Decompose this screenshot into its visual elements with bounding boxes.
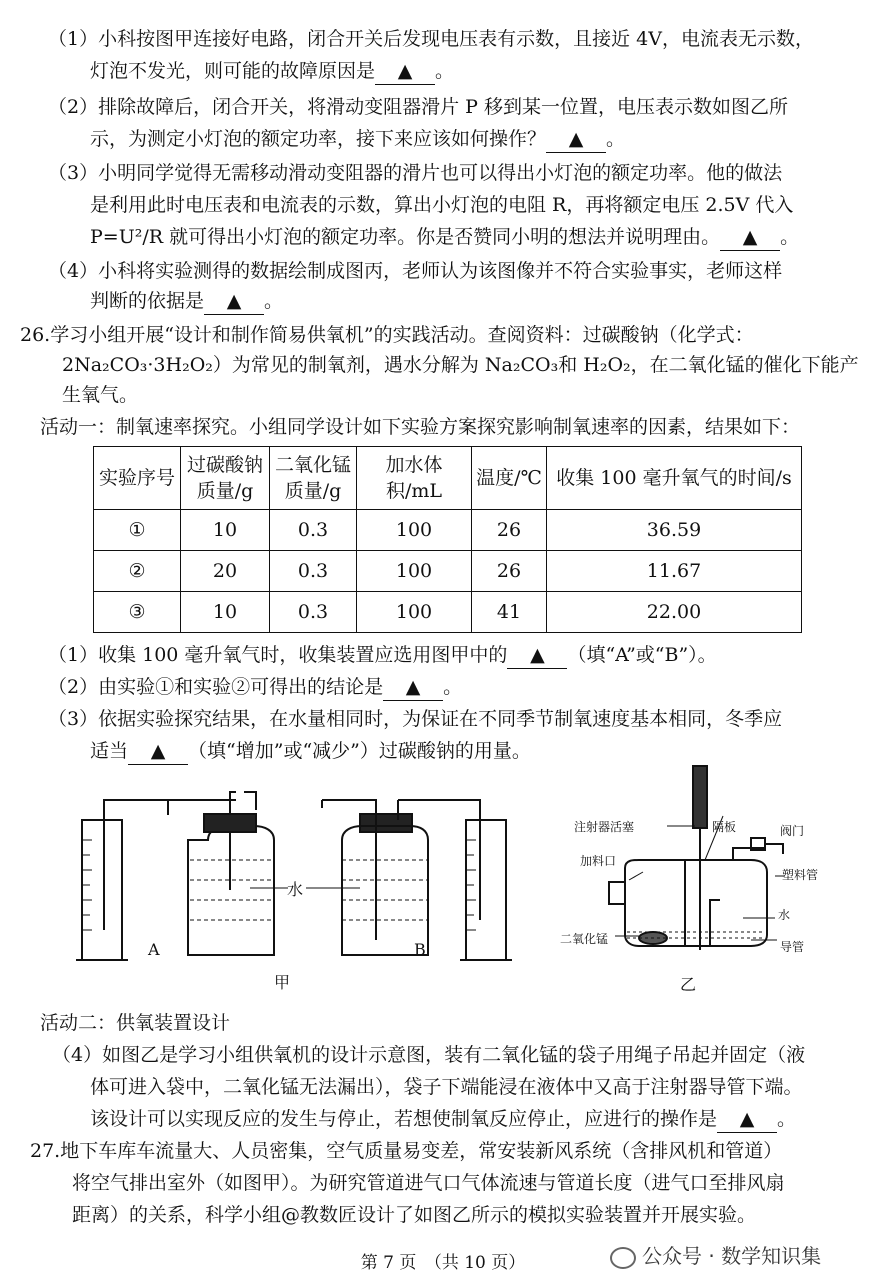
answer-blank[interactable]: ▲ <box>720 224 780 251</box>
header-cell: 收集 100 毫升氧气的时间/s <box>547 447 802 510</box>
table-row <box>94 551 802 592</box>
feed-port <box>609 882 625 904</box>
syringe <box>693 766 707 828</box>
table-cell: 11.67 <box>547 551 802 592</box>
table-row <box>94 592 802 633</box>
q26-intro-line3: 生氧气。 <box>62 384 139 406</box>
label-mno2: 二氧化锰 <box>560 932 609 946</box>
table-cell: 10 <box>181 592 270 633</box>
table-cell: 26 <box>472 551 547 592</box>
stopper-a <box>204 814 256 832</box>
label-water2: 水 <box>778 908 791 922</box>
answer-blank[interactable]: ▲ <box>507 642 567 669</box>
q26-s3-line1: （3）依据实验探究结果，在水量相同时，为保证在不同季节制氧速度基本相同，冬季应 <box>48 708 783 730</box>
table-cell: 36.59 <box>547 510 802 551</box>
answer-blank[interactable]: ▲ <box>383 674 443 701</box>
q27-line3: 距离）的关系，科学小组@教数匠设计了如图乙所示的模拟实验装置并开展实验。 <box>72 1204 757 1226</box>
label-partition: 隔板 <box>712 820 737 834</box>
table-cell: 100 <box>357 592 472 633</box>
label-water: 水 <box>287 880 304 899</box>
q27-line2: 将空气排出室外（如图甲）。为研究管道进气口气体流速与管道长度（进气口至排风扇 <box>72 1172 785 1194</box>
q25-p3-line3: P=U²/R 就可得出小灯泡的额定功率。你是否赞同小明的想法并说明理由。 ▲ 。 <box>90 224 799 251</box>
activity-two-heading: 活动二：供氧装置设计 <box>40 1012 231 1034</box>
label-guide: 导管 <box>780 940 805 954</box>
q25-p2-line2: 示，为测定小灯泡的额定功率，接下来应该如何操作？ ▲ 。 <box>90 126 625 153</box>
header-cell: 加水体积/mL <box>357 447 472 510</box>
table-cell: 22.00 <box>547 592 802 633</box>
plastic-tube <box>765 844 783 854</box>
header-cell: 过碳酸钠 质量/g <box>181 447 270 510</box>
table-cell: 20 <box>181 551 270 592</box>
label-a: A <box>148 940 160 959</box>
table-cell: 0.3 <box>270 551 357 592</box>
watermark: 公众号 · 数学知识集 <box>610 1240 821 1269</box>
page-footer: 第 7 页 （共 10 页） <box>360 1253 526 1273</box>
label-syringe: 注射器活塞 <box>574 820 635 834</box>
q26-intro-line2: 2Na₂CO₃·3H₂O₂）为常见的制氧剂，遇水分解为 Na₂CO₃和 H₂O₂，在二氧化锰的催化下能产 <box>62 354 859 376</box>
q26-s4-line2: 体可进入袋中，二氧化锰无法漏出），袋子下端能浸在液体中又高于注射器导管下端。 <box>90 1076 803 1098</box>
table-cell: 26 <box>472 510 547 551</box>
label-jia: 甲 <box>274 973 291 992</box>
q26-s4-line3: 该设计可以实现反应的发生与停止，若想使制氧反应停止，应进行的操作是 ▲ 。 <box>90 1106 796 1133</box>
graduated-cylinder-b <box>466 820 506 960</box>
table-cell: ① <box>94 510 181 551</box>
table-row <box>94 510 802 551</box>
table-cell: 0.3 <box>270 592 357 633</box>
q25-p3-line1: （3）小明同学觉得无需移动滑动变阻器的滑片也可以得出小灯泡的额定功率。他的做法 <box>48 162 783 184</box>
header-cell: 二氧化锰 质量/g <box>270 447 357 510</box>
table-cell: 0.3 <box>270 510 357 551</box>
wechat-icon <box>610 1247 636 1269</box>
q26-s3-line2: 适当 ▲ （填“增加”或“减少”）过碳酸钠的用量。 <box>90 738 531 765</box>
q26-s1-line: （1）收集 100 毫升氧气时，收集装置应选用图甲中的 ▲ （填“A”或“B”）。 <box>48 642 717 669</box>
table-cell: ② <box>94 551 181 592</box>
header-cell: 温度/℃ <box>472 447 547 510</box>
q25-p4-line1: （4）小科将实验测得的数据绘制成图丙，老师认为该图像并不符合实验事实，老师这样 <box>48 260 783 282</box>
label-inlet: 加料口 <box>580 854 617 868</box>
q25-p1-line1: （1）小科按图甲连接好电路，闭合开关后发现电压表有示数，且接近 4V，电流表无示数， <box>48 28 814 50</box>
bottle-b <box>342 826 428 955</box>
q26-s2-line: （2）由实验①和实验②可得出的结论是 ▲ 。 <box>48 674 462 701</box>
table-cell: 100 <box>357 551 472 592</box>
q26-intro-line1: 26.学习小组开展“设计和制作简易供氧机”的实践活动。查阅资料：过碳酸钠（化学式： <box>20 324 754 346</box>
label-b: B <box>414 940 426 959</box>
graduated-cylinder-a <box>82 820 122 960</box>
table-cell: ③ <box>94 592 181 633</box>
activity-one-heading: 活动一：制氧速率探究。小组同学设计如下实验方案探究影响制氧速率的因素，结果如下： <box>40 416 801 438</box>
q25-p3-line2: 是利用此时电压表和电流表的示数，算出小灯泡的电阻 R，再将额定电压 2.5V 代入 <box>90 194 794 216</box>
q25-p4-line2: 判断的依据是 ▲ 。 <box>90 288 283 315</box>
stopper-b <box>360 814 412 832</box>
answer-blank[interactable]: ▲ <box>717 1106 777 1133</box>
q25-p1-line2: 灯泡不发光，则可能的故障原因是 ▲ 。 <box>90 58 454 85</box>
table-cell: 41 <box>472 592 547 633</box>
answer-blank[interactable]: ▲ <box>546 126 606 153</box>
experiment-table <box>93 446 802 633</box>
label-yi: 乙 <box>680 975 697 994</box>
q27-line1: 27.地下车库车流量大、人员密集，空气质量易变差，常安装新风系统（含排风机和管道） <box>30 1140 783 1162</box>
table-header-row <box>94 447 802 510</box>
table-cell: 100 <box>357 510 472 551</box>
label-valve: 阀门 <box>780 824 805 838</box>
answer-blank[interactable]: ▲ <box>375 58 435 85</box>
header-cell: 实验序号 <box>94 447 181 510</box>
answer-blank[interactable]: ▲ <box>128 738 188 765</box>
label-tube: 塑料管 <box>782 868 819 882</box>
q25-p2-line1: （2）排除故障后，闭合开关，将滑动变阻器滑片 P 移到某一位置，电压表示数如图乙所 <box>48 96 788 118</box>
q26-s4-line1: （4）如图乙是学习小组供氧机的设计示意图，装有二氧化锰的袋子用绳子吊起并固定（液 <box>52 1044 806 1066</box>
table-cell: 10 <box>181 510 270 551</box>
answer-blank[interactable]: ▲ <box>204 288 264 315</box>
